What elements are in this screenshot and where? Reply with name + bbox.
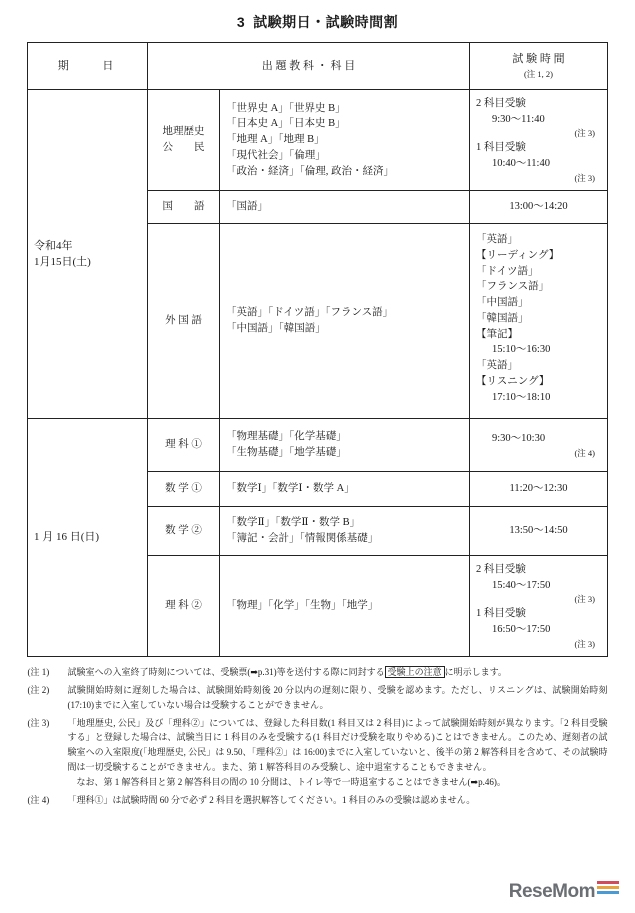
time-line: 2 科目受験	[476, 563, 526, 575]
list-line: 「生物基礎」「地学基礎」	[226, 447, 347, 458]
list-line: 「中国語」「韓国語」	[226, 323, 326, 334]
page-title	[0, 12, 635, 32]
subject-list-foreign-language	[220, 224, 470, 419]
time-line: 「韓国語」	[476, 312, 529, 324]
page-title-text: 試験期日・試験時間割	[253, 14, 399, 30]
page-title-number: 3	[236, 14, 246, 30]
time-line: 15:10～16:30	[492, 344, 551, 356]
subject-list-science-1	[220, 419, 470, 472]
subject-list-math-2	[220, 507, 470, 556]
list-line: 「政治・経済」「倫理, 政治・経済」	[226, 165, 394, 177]
list-line: 「地理 A」「地理 B」	[226, 134, 325, 146]
list-line: 「世界史 A」「世界史 B」	[226, 102, 346, 114]
footnote-sub: なお、第 1 解答科目と第 2 解答科目の間の 10 分間は、トイレ等で一時退室することはできません(➡p.46)。	[76, 776, 506, 787]
time-cell-geography-civics	[470, 90, 608, 191]
exam-schedule-table	[27, 42, 608, 657]
footnote-1	[28, 665, 608, 680]
footnote-4	[28, 793, 608, 808]
footnote-part: に明示します。	[444, 667, 507, 677]
time-line: 「フランス語」	[476, 281, 550, 293]
time-line: 【リスニング】	[476, 375, 550, 387]
time-line: 17:10～18:10	[492, 391, 551, 403]
header-time-label: 試 験 時 間	[512, 52, 565, 65]
time-cell-japanese: 13:00～14:20	[470, 191, 608, 224]
time-line: 「英語」	[476, 360, 518, 371]
footnote-boxed: 受験上の注意	[385, 666, 445, 678]
time-line: 【筆記】	[476, 328, 518, 340]
date-line-2: 1月15日(土)	[34, 256, 91, 268]
header-time	[470, 43, 608, 90]
table-header-row	[28, 43, 608, 90]
logo-bars-icon	[597, 881, 619, 896]
time-cell-math-1: 11:20～12:30	[470, 472, 608, 507]
time-note: (注 3)	[574, 594, 595, 605]
table-row	[28, 419, 608, 472]
time-cell-science-2	[470, 556, 608, 657]
subject-cell-science-1: 理 科 ①	[148, 419, 220, 472]
subject-cell-math-2: 数 学 ②	[148, 507, 220, 556]
time-line: 1 科目受験	[476, 608, 526, 619]
date-cell-day1	[28, 90, 148, 419]
time-line: 10:40～11:40	[492, 157, 550, 169]
footnote-label: (注 1)	[27, 667, 50, 677]
time-note: (注 3)	[574, 128, 595, 139]
subject-list-geography-civics	[220, 90, 470, 191]
footnote-3	[28, 716, 608, 790]
header-subjects: 出 題 教 科 ・ 科 目	[148, 43, 470, 90]
footnote-label: (注 2)	[27, 684, 50, 695]
footnote-label: (注 4)	[27, 794, 50, 805]
logo-text: ReseMom	[508, 881, 595, 902]
list-line: 「現代社会」「倫理」	[226, 149, 326, 161]
footnote-2	[28, 683, 608, 713]
footnote-body: 試験開始時刻に遅刻した場合は、試験開始時刻後 20 分以内の遅刻に限り、受験を認めます。ただし、リスニングは、試験開始時刻(17:10)までに入室していない場合は受験することができません。	[67, 684, 608, 710]
subject-cell-math-1: 数 学 ①	[148, 472, 220, 507]
header-date: 期 日	[28, 43, 148, 90]
subject-cell-foreign-language: 外 国 語	[148, 224, 220, 419]
subject-cell-geography-civics: 地理歴史 公 民	[148, 90, 220, 191]
subject-list-math-1: 「数学Ⅰ」「数学Ⅰ・数学 A」	[220, 472, 470, 507]
list-line: 「数学Ⅱ」「数学Ⅱ・数学 B」	[226, 517, 361, 529]
time-line: 9:30～11:40	[492, 113, 545, 125]
time-cell-foreign-language	[470, 224, 608, 419]
time-line: 15:40～17:50	[492, 579, 551, 591]
subject-list-japanese: 「国語」	[220, 191, 470, 224]
list-line: 「英語」「ドイツ語」「フランス語」	[226, 307, 394, 319]
header-time-note: (注 1, 2)	[523, 69, 554, 80]
time-line: 9:30～10:30	[492, 432, 546, 444]
subject-cell-japanese: 国 語	[148, 191, 220, 224]
footnote-label: (注 3)	[27, 717, 50, 728]
time-note: (注 4)	[574, 447, 595, 458]
document-page	[0, 12, 635, 913]
time-cell-math-2: 13:50～14:50	[470, 507, 608, 556]
time-cell-science-1	[470, 419, 608, 472]
list-line: 「物理基礎」「化学基礎」	[226, 431, 347, 443]
footnote-body	[68, 665, 608, 680]
footnote-body	[68, 716, 608, 790]
time-line: 16:50～17:50	[492, 623, 551, 635]
date-cell-day2: 1 月 16 日(日)	[28, 419, 148, 657]
time-note: (注 3)	[574, 172, 595, 183]
footnote-main: 「地理歴史, 公民」及び「理科②」については、登録した科目数(1 科目又は 2 科目)によって試験開始時刻が異なります。「2 科目受験する」と登録した場合は、試験当日に 1 科目のみを受験する(1 科目だけ受験を取りやめる)ことはできません。このため、遅刻者の試験室への入室限度(「地理歴史, 公民」は 9.50、「理科②」は 16:00)までに入室していないと、後半の第 2 解答科目を含めて、その試験時間は一切受験することができません。また、第 1 解答科目のみ受験し、途中退室することもできません。	[67, 717, 608, 773]
time-line: 「ドイツ語」	[476, 265, 539, 277]
time-line: 「中国語」	[476, 297, 529, 308]
time-note: (注 3)	[574, 638, 595, 649]
list-line: 「簿記・会計」「情報関係基礎」	[226, 533, 379, 544]
resemom-logo	[509, 881, 619, 903]
list-line: 「日本史 A」「日本史 B」	[226, 118, 346, 130]
footnote-part: 試験室への入室終了時刻については、受験票(➡p.31)等を送付する際に同封する	[67, 667, 385, 677]
time-line: 【リーディング】	[476, 249, 560, 261]
date-line-1: 令和4年	[34, 239, 73, 252]
subject-cell-science-2: 理 科 ②	[148, 556, 220, 657]
subject-list-science-2: 「物理」「化学」「生物」「地学」	[220, 556, 470, 657]
footnotes	[28, 665, 608, 808]
time-line: 1 科目受験	[476, 142, 526, 153]
time-line: 2 科目受験	[476, 97, 526, 109]
table-row	[28, 90, 608, 191]
time-line: 「英語」	[476, 234, 518, 245]
footnote-body: 「理科①」は試験時間 60 分で必ず 2 科目を選択解答してください。1 科目のみの受験は認めません。	[67, 794, 476, 805]
